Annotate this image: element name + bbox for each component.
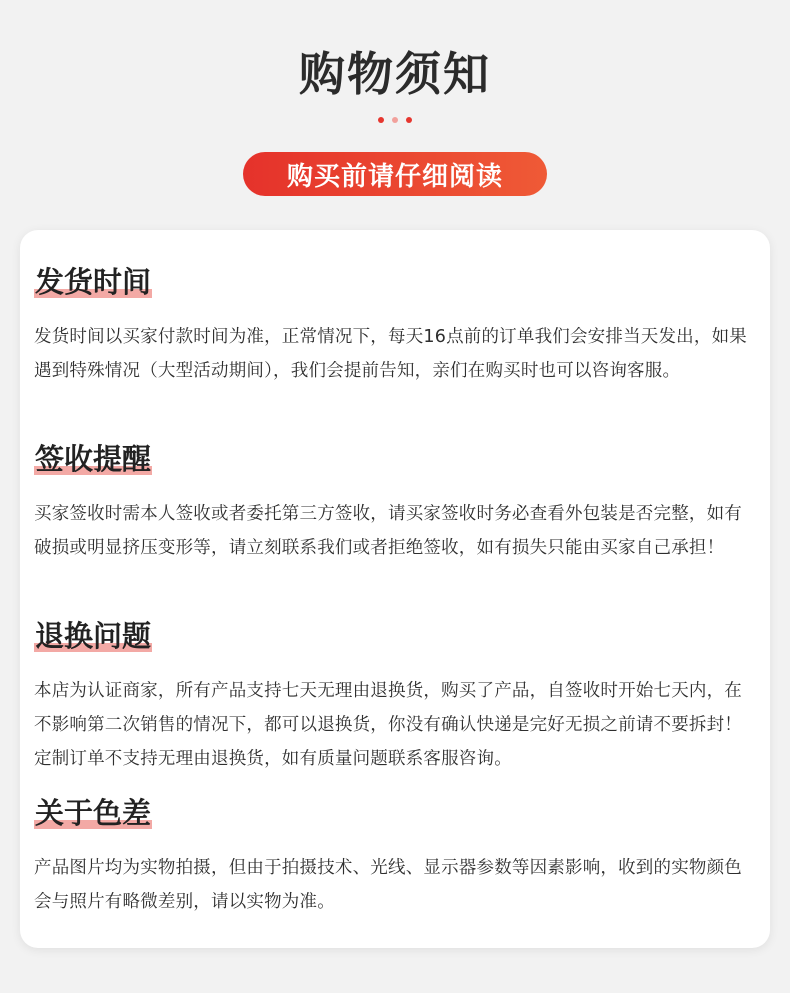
section-heading: 签收提醒 xyxy=(35,442,152,476)
decorative-dots xyxy=(0,117,790,123)
section-heading: 关于色差 xyxy=(35,796,152,830)
dot-icon xyxy=(406,117,412,123)
section-color-difference xyxy=(34,795,754,919)
notice-card xyxy=(20,230,770,948)
section-heading: 发货时间 xyxy=(35,265,152,299)
read-before-purchase-banner: 购买前请仔细阅读 xyxy=(243,152,547,196)
section-text: 本店为认证商家，所有产品支持七天无理由退换货，购买了产品，自签收时开始七天内，在不影响第二次销售的情况下，都可以退换货，你没有确认快递是完好无损之前请不要拆封！定制订单不支持无理由退换货，如有质量问题联系客服咨询。 xyxy=(34,681,742,769)
section-receipt-reminder xyxy=(34,441,754,565)
dot-icon xyxy=(392,117,398,123)
section-heading: 退换问题 xyxy=(35,619,152,653)
dot-icon xyxy=(378,117,384,123)
section-text: 买家签收时需本人签收或者委托第三方签收，请买家签收时务必查看外包装是否完整，如有破损或明显挤压变形等，请立刻联系我们或者拒绝签收，如有损失只能由买家自己承担！ xyxy=(34,504,742,558)
section-shipping-time xyxy=(34,264,754,388)
page-title: 购物须知 xyxy=(299,47,491,101)
section-text: 产品图片均为实物拍摄，但由于拍摄技术、光线、显示器参数等因素影响，收到的实物颜色会与照片有略微差别，请以实物为准。 xyxy=(34,858,742,912)
section-text: 发货时间以买家付款时间为准，正常情况下，每天16点前的订单我们会安排当天发出，如果遇到特殊情况（大型活动期间），我们会提前告知，亲们在购买时也可以咨询客服。 xyxy=(34,327,747,381)
section-returns xyxy=(34,618,754,776)
